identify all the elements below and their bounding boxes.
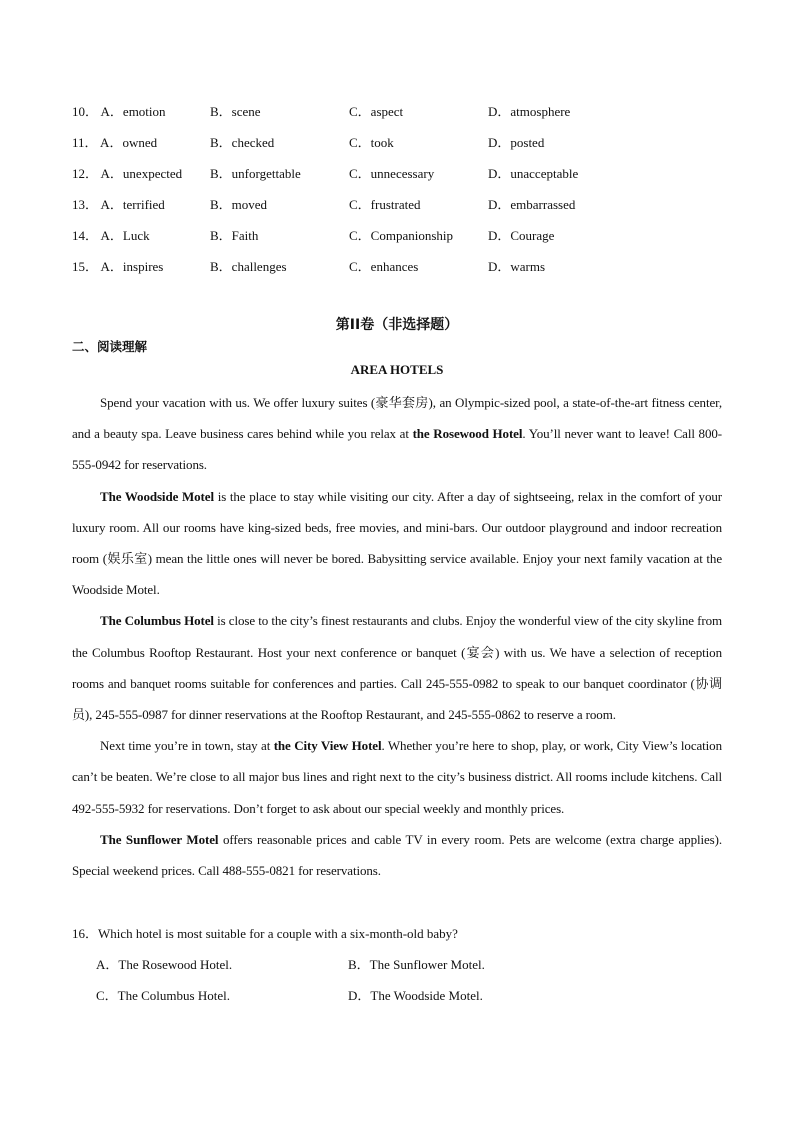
- option-11-d: D．posted: [488, 135, 545, 150]
- question-16-stem: 16．Which hotel is most suitable for a couple with a six-month-old baby?: [72, 926, 458, 941]
- question-16-option-a: A．The Rosewood Hotel.: [96, 957, 233, 972]
- p2-text: is the place to stay while visiting our city. After a day of sightseeing, relax in the comfort of your luxury room. All our rooms have king-sized beds, free movies, and mini-bars. Our outdoor playground and indoor recreation room (娱乐室) mean the little ones will never be bored. Babysitting service available. Enjoy your next family vacation at the Woodside Motel.: [72, 488, 722, 598]
- option-14-b: B．Faith: [210, 228, 259, 243]
- p3-hotel-name: The Columbus Hotel: [100, 613, 214, 629]
- option-13-d: D．embarrassed: [488, 197, 576, 212]
- option-row-13: [72, 195, 722, 226]
- p1-text-2: . You’ll never want to leave! Call 800-555-0942 for reservations.: [72, 426, 722, 473]
- p1-hotel-name: the Rosewood Hotel: [412, 426, 523, 442]
- option-10-c: C．aspect: [349, 104, 404, 119]
- option-13-b: B．moved: [210, 197, 268, 212]
- option-12-a: 12． A．unexpected: [72, 166, 183, 181]
- reading-passage: [72, 387, 722, 886]
- option-12-d: D．unacceptable: [488, 166, 579, 181]
- option-14-a: 14． A．Luck: [72, 228, 150, 243]
- option-12-c: C．unnecessary: [349, 166, 435, 181]
- question-16-row-2: [72, 980, 722, 1011]
- cloze-options: [72, 102, 722, 288]
- option-row-10: [72, 102, 722, 133]
- question-16-option-c: C．The Columbus Hotel.: [96, 988, 230, 1003]
- option-13-c: C．frustrated: [349, 197, 421, 212]
- question-16-option-d: D．The Woodside Motel.: [348, 988, 483, 1003]
- paragraph-woodside: [72, 481, 722, 606]
- p1-text-1: Spend your vacation with us. We offer luxury suites (豪华套房), an Olympic-sized pool, a state-of-the-art fitness center, and a beauty spa. Leave business cares behind while you relax at: [72, 395, 722, 442]
- section-title: 第II卷（非选择题）: [335, 317, 459, 333]
- p5-text: offers reasonable prices and cable TV in every room. Pets are welcome (extra charge applies). Special weekend prices. Call 488-555-0821 for reservations.: [72, 831, 723, 879]
- p4-hotel-name: the City View Hotel: [273, 738, 382, 754]
- option-row-15: [72, 257, 722, 288]
- p4-text-1: Next time you’re in town, stay at: [100, 738, 274, 754]
- option-12-b: B．unforgettable: [210, 166, 301, 181]
- section-subtitle: 二、阅读理解: [72, 339, 148, 354]
- p2-hotel-name: The Woodside Motel: [100, 488, 214, 504]
- option-15-b: B．challenges: [210, 259, 287, 274]
- option-11-c: C．took: [349, 135, 394, 150]
- option-10-b: B．scene: [210, 104, 261, 119]
- option-11-b: B．checked: [210, 135, 275, 150]
- option-row-12: [72, 164, 722, 195]
- option-10-a: 10． A．emotion: [72, 104, 166, 119]
- paragraph-sunflower: [72, 824, 722, 886]
- paragraph-columbus: [72, 605, 722, 730]
- option-10-d: D．atmosphere: [488, 104, 571, 119]
- option-14-d: D．Courage: [488, 228, 555, 243]
- option-11-a: 11． A．owned: [72, 135, 158, 150]
- question-16: [72, 918, 722, 1011]
- p4-text-2: . Whether you’re here to shop, play, or work, City View’s location can’t be beaten. We’re close to all major bus lines and right next to the city’s business district. All rooms include kitchens. Call 492-555-5932 for reservations. Don’t forget to ask about our special weekly and monthly prices.: [72, 738, 722, 816]
- paragraph-city-view: [72, 730, 722, 824]
- question-16-option-b: B．The Sunflower Motel.: [348, 957, 485, 972]
- article-title: AREA HOTELS: [350, 362, 444, 377]
- paragraph-rosewood: [72, 387, 722, 481]
- option-row-14: [72, 226, 722, 257]
- question-16-row-1: [72, 949, 722, 980]
- option-15-d: D．warms: [488, 259, 546, 274]
- option-15-c: C．enhances: [349, 259, 419, 274]
- option-15-a: 15． A．inspires: [72, 259, 164, 274]
- option-row-11: [72, 133, 722, 164]
- p5-hotel-name: The Sunflower Motel: [100, 831, 219, 847]
- option-14-c: C．Companionship: [349, 228, 454, 243]
- p3-text: is close to the city’s finest restaurants and clubs. Enjoy the wonderful view of the city skyline from the Columbus Rooftop Restaurant. Host your next conference or banquet (宴会) with us. We have a selection of reception rooms and banquet rooms suitable for conferences and parties. Call 245-555-0982 to speak to our banquet coordinator (协调员), 245-555-0987 for dinner reservations at the Rooftop Restaurant, and 245-555-0862 to reserve a room.: [72, 613, 722, 723]
- option-13-a: 13． A．terrified: [72, 197, 165, 212]
